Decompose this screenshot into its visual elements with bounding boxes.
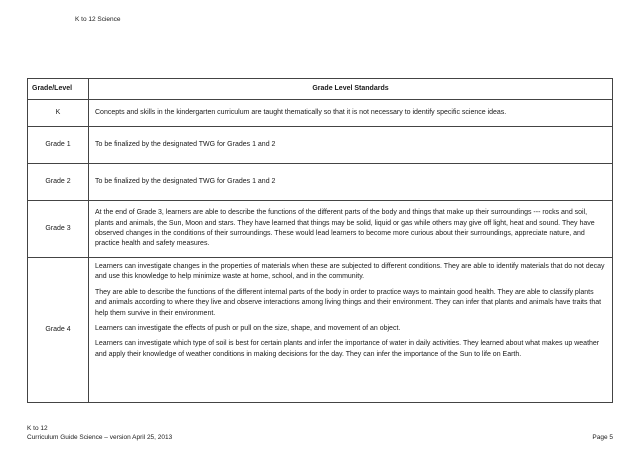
grade-level-cell: Grade 1 bbox=[28, 127, 89, 164]
page-footer bbox=[27, 425, 613, 442]
footer-line-1: K to 12 bbox=[27, 425, 48, 432]
table-row bbox=[28, 258, 613, 403]
column-header-grade-level: Grade/Level bbox=[28, 79, 89, 100]
standards-paragraph: Concepts and skills in the kindergarten curriculum are taught thematically so that it is not necessary to identify specific science ideas. bbox=[95, 108, 507, 116]
grade-level-cell: Grade 4 bbox=[28, 258, 89, 403]
page-number: Page 5 bbox=[592, 433, 613, 441]
standards-cell bbox=[89, 201, 613, 258]
column-header-standards: Grade Level Standards bbox=[89, 79, 613, 100]
standards-paragraph: Learners can investigate the effects of push or pull on the size, shape, and movement of an object. bbox=[95, 325, 401, 333]
standards-paragraph: Learners can investigate changes in the properties of materials when these are subjected to different conditions. They are able to identify materials that do not decay and use this knowledge to help minimize waste at home, school, and in the community. bbox=[95, 263, 605, 281]
standards-paragraph: At the end of Grade 3, learners are able to describe the functions of the different parts of the body and things that make up their surroundings --- rocks and soil, plants and animals, the Sun, Moon and stars. They have learned that things may be solid, liquid or gas while others may give off light, heat and sound. They have observed changes in the conditions of their surroundings. These would lead learners to become more curious about their surroundings, appreciate nature, and practice health and safety measures. bbox=[95, 209, 595, 248]
standards-cell bbox=[89, 258, 613, 403]
table-row bbox=[28, 100, 613, 127]
standards-paragraph: To be finalized by the designated TWG for Grades 1 and 2 bbox=[95, 177, 276, 185]
standards-cell bbox=[89, 164, 613, 201]
standards-cell bbox=[89, 127, 613, 164]
grade-level-cell: K bbox=[28, 100, 89, 127]
standards-paragraph: They are able to describe the functions of the different internal parts of the body in order to practice ways to maintain good health. They are able to classify plants and animals according to where they live and observe interactions among living things and their environment. They can infer that plants and animals have traits that help them survive in their environment. bbox=[95, 288, 602, 317]
grade-level-cell: Grade 2 bbox=[28, 164, 89, 201]
table-row bbox=[28, 201, 613, 258]
table-header-row bbox=[28, 79, 613, 100]
standards-cell bbox=[89, 100, 613, 127]
grade-level-cell: Grade 3 bbox=[28, 201, 89, 258]
grade-standards-table bbox=[27, 78, 613, 403]
table-row bbox=[28, 164, 613, 201]
standards-paragraph: Learners can investigate which type of soil is best for certain plants and infer the importance of water in daily activities. They learned about what makes up weather and apply their knowledge of weather conditions in making decisions for the day. They can infer the importance of the Sun to life on Earth. bbox=[95, 340, 600, 358]
standards-paragraph: To be finalized by the designated TWG for Grades 1 and 2 bbox=[95, 140, 276, 148]
footer-line-2: Curriculum Guide Science – version April 25, 2013 bbox=[27, 433, 173, 441]
table-row bbox=[28, 127, 613, 164]
page-header: K to 12 Science bbox=[75, 16, 121, 23]
